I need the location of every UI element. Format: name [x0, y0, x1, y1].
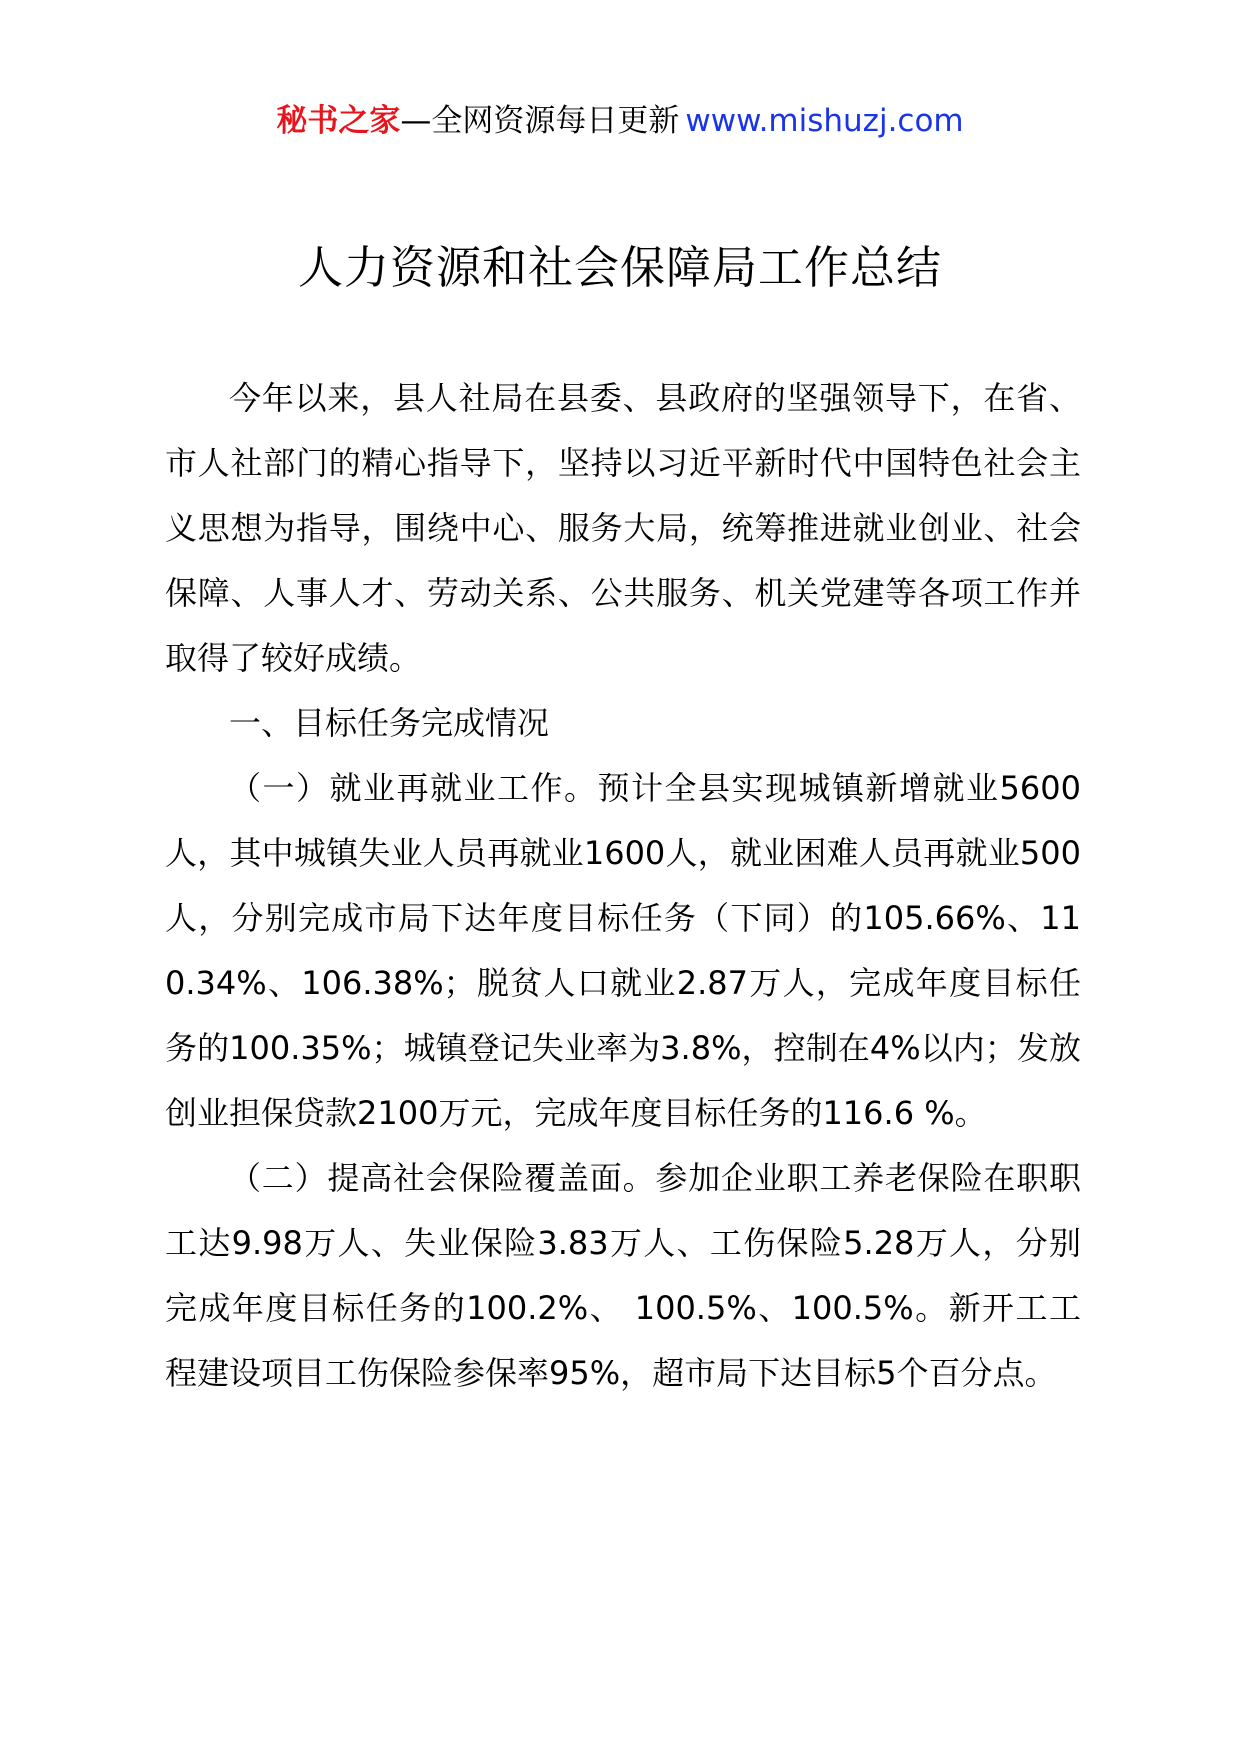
header-slogan: —全网资源每日更新 — [400, 103, 680, 139]
employment-paragraph: （一）就业再就业工作。预计全县实现城镇新增就业5600人，其中城镇失业人员再就业1600人，就业困难人员再就业500人，分别完成市局下达年度目标任务（下同）的105.66%、110.34%、106.38%；脱贫人口就业2.87万人，完成年度目标任务的100.35%；城镇登记失业率为3.8%，控制在4%以内；发放创业担保贷款2100万元，完成年度目标任务的116.6 %。 — [165, 769, 1081, 1132]
section-heading: 一、目标任务完成情况 — [229, 704, 550, 742]
document-body — [165, 366, 1081, 1406]
document-title: 人力资源和社会保障局工作总结 — [297, 241, 942, 294]
site-url-link[interactable]: www.mishuzj.com — [685, 103, 964, 139]
brand-name: 秘书之家 — [276, 103, 401, 139]
social-insurance-paragraph: （二）提高社会保险覆盖面。参加企业职工养老保险在职职工达9.98万人、失业保险3.83万人、工伤保险5.28万人，分别完成年度目标任务的100.2%、 100.5%、100.5%。新开工工程建设项目工伤保险参保率95%，超市局下达目标5个百分点。 — [165, 1159, 1081, 1392]
intro-paragraph: 今年以来，县人社局在县委、县政府的坚强领导下，在省、市人社部门的精心指导下，坚持以习近平新时代中国特色社会主义思想为指导，围绕中心、服务大局，统筹推进就业创业、社会保障、人事人才、劳动关系、公共服务、机关党建等各项工作并取得了较好成绩。 — [165, 379, 1081, 677]
site-header — [0, 98, 1240, 144]
